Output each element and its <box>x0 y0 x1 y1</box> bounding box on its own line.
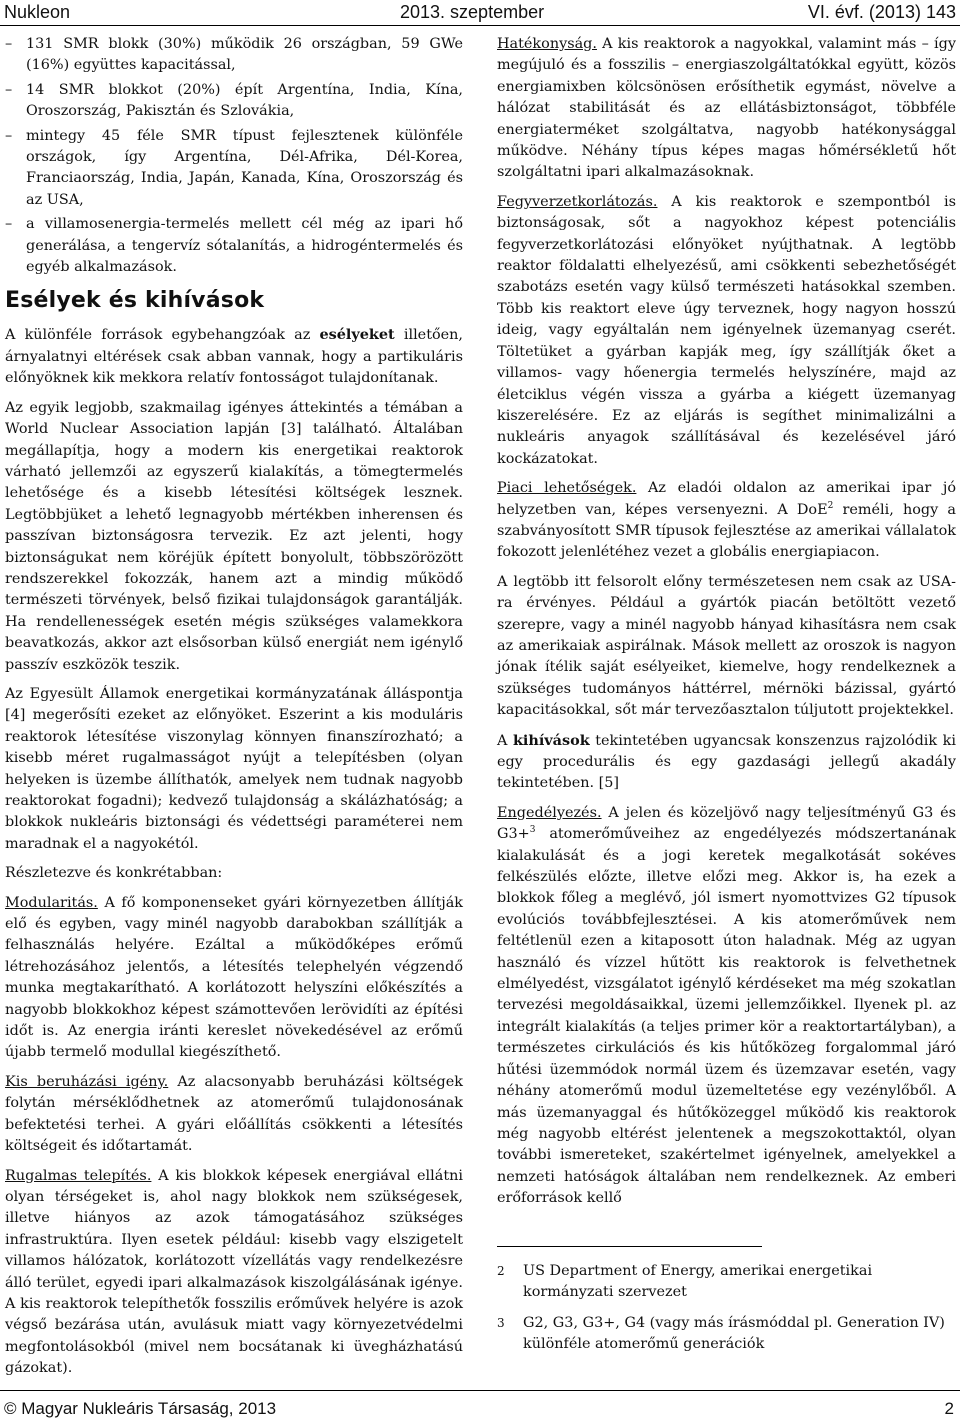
paragraph-market: Piaci lehetőségek. Az eladói oldalon az amerikai ipar jó helyzetben van, képes versenyezni. A DoE$^2$ reméli, hogy a szabványosított SMR típusok fejlesztése az amerikai vállalatok fokozott jelenlétéhez vezet a globális energiapiacon. <box>497 480 956 561</box>
paragraph-challenges: A kihívások tekintetében ugyancsak konszenzus rajzolódik ki egy procedurális és egy gazdasági jellegű akadály tekintetében. [5] <box>497 731 956 792</box>
list-item <box>5 126 463 212</box>
footnote <box>497 1261 956 1303</box>
dash-bullet: – <box>5 127 13 144</box>
left-column <box>5 34 463 1388</box>
list-item-text: 131 SMR blokk (30%) működik 26 országban, 59 GWe (16%) együttes kapacitással, <box>26 36 463 74</box>
paragraph-modularity: Modularitás. A fő komponenseket gyári környezetben állítják elő és egyben, vagy minél nagyobb darabokban szállítják a felhasználás helyére. Ezáltal a működőképes erőmű létrehozásához jelentős, a létesítés telephelyén végzendő munka megtakarítható. A korlátozott helyszíni előkészítés a nagyobb blokkokhoz képest számottevően lerövidíti az építési időt is. Az energia iránti kereslet növekedésével az erőmű újabb termelő modullal kiegészíthető. <box>5 894 463 1061</box>
term-flexible-siting: Rugalmas telepítés. <box>5 1167 152 1184</box>
dash-bullet: – <box>5 36 13 52</box>
term-nonproliferation: Fegyverzetkorlátozás. <box>497 193 658 210</box>
bold-term: kihívások <box>512 731 590 749</box>
list-item-text: a villamosenergia-termelés mellett cél még az ipari hő generálása, a tengervíz sótalanítás, a hidrogéntermelés és egyéb alkalmazások. <box>26 216 463 276</box>
paragraph-chances: A különféle források egybehangzóak az esélyeket illetően, árnyalatnyi eltérések csak abban vannak, hogy a partikuláris előnyöknek kik mekkora relatív fontosságot tulajdonítanak. <box>5 326 463 387</box>
page-number: 2 <box>944 1399 954 1418</box>
page-header <box>0 0 960 24</box>
list-item <box>5 214 463 278</box>
footnote-text: US Department of Energy, amerikai energetikai kormányzati szervezet <box>523 1262 873 1300</box>
journal-name: Nukleon <box>4 2 71 22</box>
paragraph-details-intro: Részletezve és konkrétabban: <box>5 865 223 882</box>
footnote-number: 3 <box>497 1315 505 1330</box>
term-market: Piaci lehetőségek. <box>497 480 637 497</box>
issue-date: 2013. szeptember <box>400 2 545 22</box>
footnote-ref: 2 <box>827 500 834 511</box>
dash-bullet: – <box>5 216 13 233</box>
list-item-text: 14 SMR blokkot (20%) épít Argentína, India, Kína, Oroszország, Pakisztán és Szlovákia, <box>26 81 463 120</box>
footnote-rule <box>497 1246 762 1247</box>
footnote-ref: 3 <box>529 825 536 836</box>
volume-info: VI. évf. (2013) 143 <box>807 2 956 22</box>
copyright: © Magyar Nukleáris Társaság, 2013 <box>4 1399 277 1418</box>
term-efficiency: Hatékonyság. <box>497 36 597 52</box>
footnote-number: 2 <box>497 1263 505 1278</box>
right-column <box>497 34 956 1365</box>
list-item <box>5 34 463 77</box>
page-footer <box>0 1398 960 1420</box>
bold-term: esélyeket <box>319 326 395 344</box>
footer-rule <box>0 1390 960 1391</box>
paragraph-investment: Kis beruházási igény. Az alacsonyabb beruházási költségek folytán mérséklődhetnek az atomerőmű tulajdonosának befektetési terhei. A gyári előállítás csökkenti a létesítés költségeit és időtartamát. <box>5 1073 463 1155</box>
term-modularity: Modularitás. <box>5 894 98 911</box>
section-title: Esélyek és kihívások <box>5 288 265 314</box>
term-licensing: Engedélyezés. <box>497 804 602 821</box>
footnote <box>497 1313 956 1355</box>
term-investment: Kis beruházási igény. <box>5 1073 169 1090</box>
list-item <box>5 80 463 123</box>
paragraph-wna: Az egyik legjobb, szakmailag igényes áttekintés a témában a World Nuclear Association lapján [3] található. Általában megállapítja, hogy a modern kis energetikai reaktorok várható jellemzői az egyszerű kialakítás, a tömegtermelés lehetősége és a kisebb létesítési költségek lesznek. Legtöbbjüket a lehető legnagyobb mértékben inherensen és passzívan biztonságosra tervezik. Ez azt jelenti, hogy biztonságukat nem köréjük épített bonyolult, többszörözött rendszerekkel fokozzák, hanem azt a mindig működő természeti törvények, belső fizikai tulajdonságok garantálják. Ha rendellenességek esetén mégis szükséges valamekkora beavatkozás, akkor azt elsősorban külső energiát nem igénylő passzív eszközök teszik. <box>5 399 463 673</box>
list-item-text: mintegy 45 féle SMR típust fejlesztenek különféle országok, így Argentína, Dél-Afrika, Dél-Korea, Franciaország, India, Japán, Kanada, Kína, Oroszország és az USA, <box>26 127 463 208</box>
footnote-text: G2, G3, G3+, G4 (vagy más írásmóddal pl. Generation IV) különféle atomerőmű generációk <box>523 1314 945 1352</box>
paragraph-nonproliferation: Fegyverzetkorlátozás. A kis reaktorok e szempontból is biztonságosak, sőt a nagyokhoz képest potenciális fegyverzetkorlátozási előnyöket nyújthatnak. A legtöbb reaktor földalatti elhelyezésű, ami csökkenti sebezhetőségét szabotázs esetén vagy külső természeti hatásokkal szemben. Több kis reaktort eleve úgy terveznek, hogy nagyon hosszú ideig, vagy egyáltalán nem igényelnek üzemanyag cserét. Töltetüket a gyárban kapják meg, így szállítják őket a villamos- vagy hőenergia termelés helyszínére, majd az életciklus végén vissza a gyárba a kiégett üzemanyag kiszerelésére. Ez az eljárás is segíthet minimalizálni a nukleáris anyagok szállításával és kezelésével járó kockázatokat. <box>497 193 956 467</box>
paragraph-flexible-siting: Rugalmas telepítés. A kis blokkok képesek energiával ellátni olyan térségeket is, ahol nagy blokkok nem szükségesek, illetve hiányos az azok támogatásához szükséges infrastruktúra. Ilyen esetek például: kisebb vagy elszigetelt villamos hálózatok, korlátozott vízellátás vagy rendelkezésre álló terület, egyedi ipari alkalmazások kiszolgálásának igénye. A kis reaktorok telepíthetők fosszilis erőművek helyére is azok végső bezárása után, avulásuk miatt vagy környezetvédelmi megfontolásokból (mivel nem bocsátanak ki üvegházhatású gázokat). <box>5 1167 463 1377</box>
paragraph-us-government: Az Egyesült Államok energetikai kormányzatának álláspontja [4] megerősíti ezeket az előnyöket. Eszerint a kis moduláris reaktorok létesítése viszonylag könnyen finanszírozható; a kisebb méret rugalmasságot nyújt a telepítésben (olyan helyeken is üzembe állíthatók, amelyek nem tudnak nagyobb reaktorokat fogadni); kedvező tulajdonság a skálázhatóság; a blokkok nukleáris biztonsági és védettségi paraméterei nem maradnak el a nagyokétól. <box>5 685 463 852</box>
paragraph-usa-advantages: A legtöbb itt felsorolt előny természetesen nem csak az USA-ra érvényes. Például a gyártók piacán betöltött vezető szerepre, vagy a minél nagyobb hányad kihasításra nem csak az amerikaiak aspirálnak. Mások mellett az oroszok is nagyon jónak ítélik saját esélyeiket, kiemelve, hogy rendelkeznek a szükséges tudományos háttérrel, mérnöki bázissal, gyártó kapacitásokkal, sőt már tervezőasztalon túljutott projektekkel. <box>497 573 956 719</box>
smr-facts-list <box>5 34 463 278</box>
paragraph-licensing: Engedélyezés. A jelen és közeljövő nagy teljesítményű G3 és G3+$^3$ atomerőműveihez az engedélyezés módszertanának kialakulását és a jogi keretek megalkotását sokéves felkészülés előzte, illetve előzi meg. Akkor is, ha ezek a blokkok főleg a meglévő, jól ismert nyomottvizes G2 típusok evolúciós továbbfejlesztései. A kis atomerőművek nem feltétlenül ezen a kitaposott úton haladnak. Még az ugyan használó és vízzel hűtött kis reaktorok is felvethetnek elmélyedést, vizsgálatot igénylő kérdéseket ma még szokatlan tervezési megoldásaikkal, üzemi jellemzőikkel. Ilyenek pl. az integrált kialakítás (a teljes primer kör a reaktortartályban), a természetes cirkulációs és kis hűtőközeg forgalommal járó hűtési üzemmódok normál üzem és üzemzavar esetén, vagy néhány atomerőmű modul üzemeltetése egy vezénylőből. A más üzemanyaggal és hűtőközeggel működő kis reaktorok még nagyobb eltérést jelentenek a megszokottaktól, olyan további ismereteket, szakértelmet igényelnek, amelyekkel a nemzeti hatóságok általában nem rendelkeznek. Az emberi erőforrások kellő <box>497 804 956 1207</box>
dash-bullet: – <box>5 81 13 98</box>
paragraph-efficiency: Hatékonyság. A kis reaktorok a nagyokkal, valamint más – így megújuló és a fosszilis – energiaszolgáltatókkal együtt, közös energiamixben kölcsönösen erősíthetik egymást, növelve a hálózat stabilitását és az ellátásbiztonságot, többféle energiaterméket szolgáltatva, nagyobb hatékonysággal működve. Néhány típus képes magas hőmérsékletű hőt szolgáltatni ipari alkalmazásoknak. <box>497 36 956 181</box>
header-rule <box>0 25 960 26</box>
